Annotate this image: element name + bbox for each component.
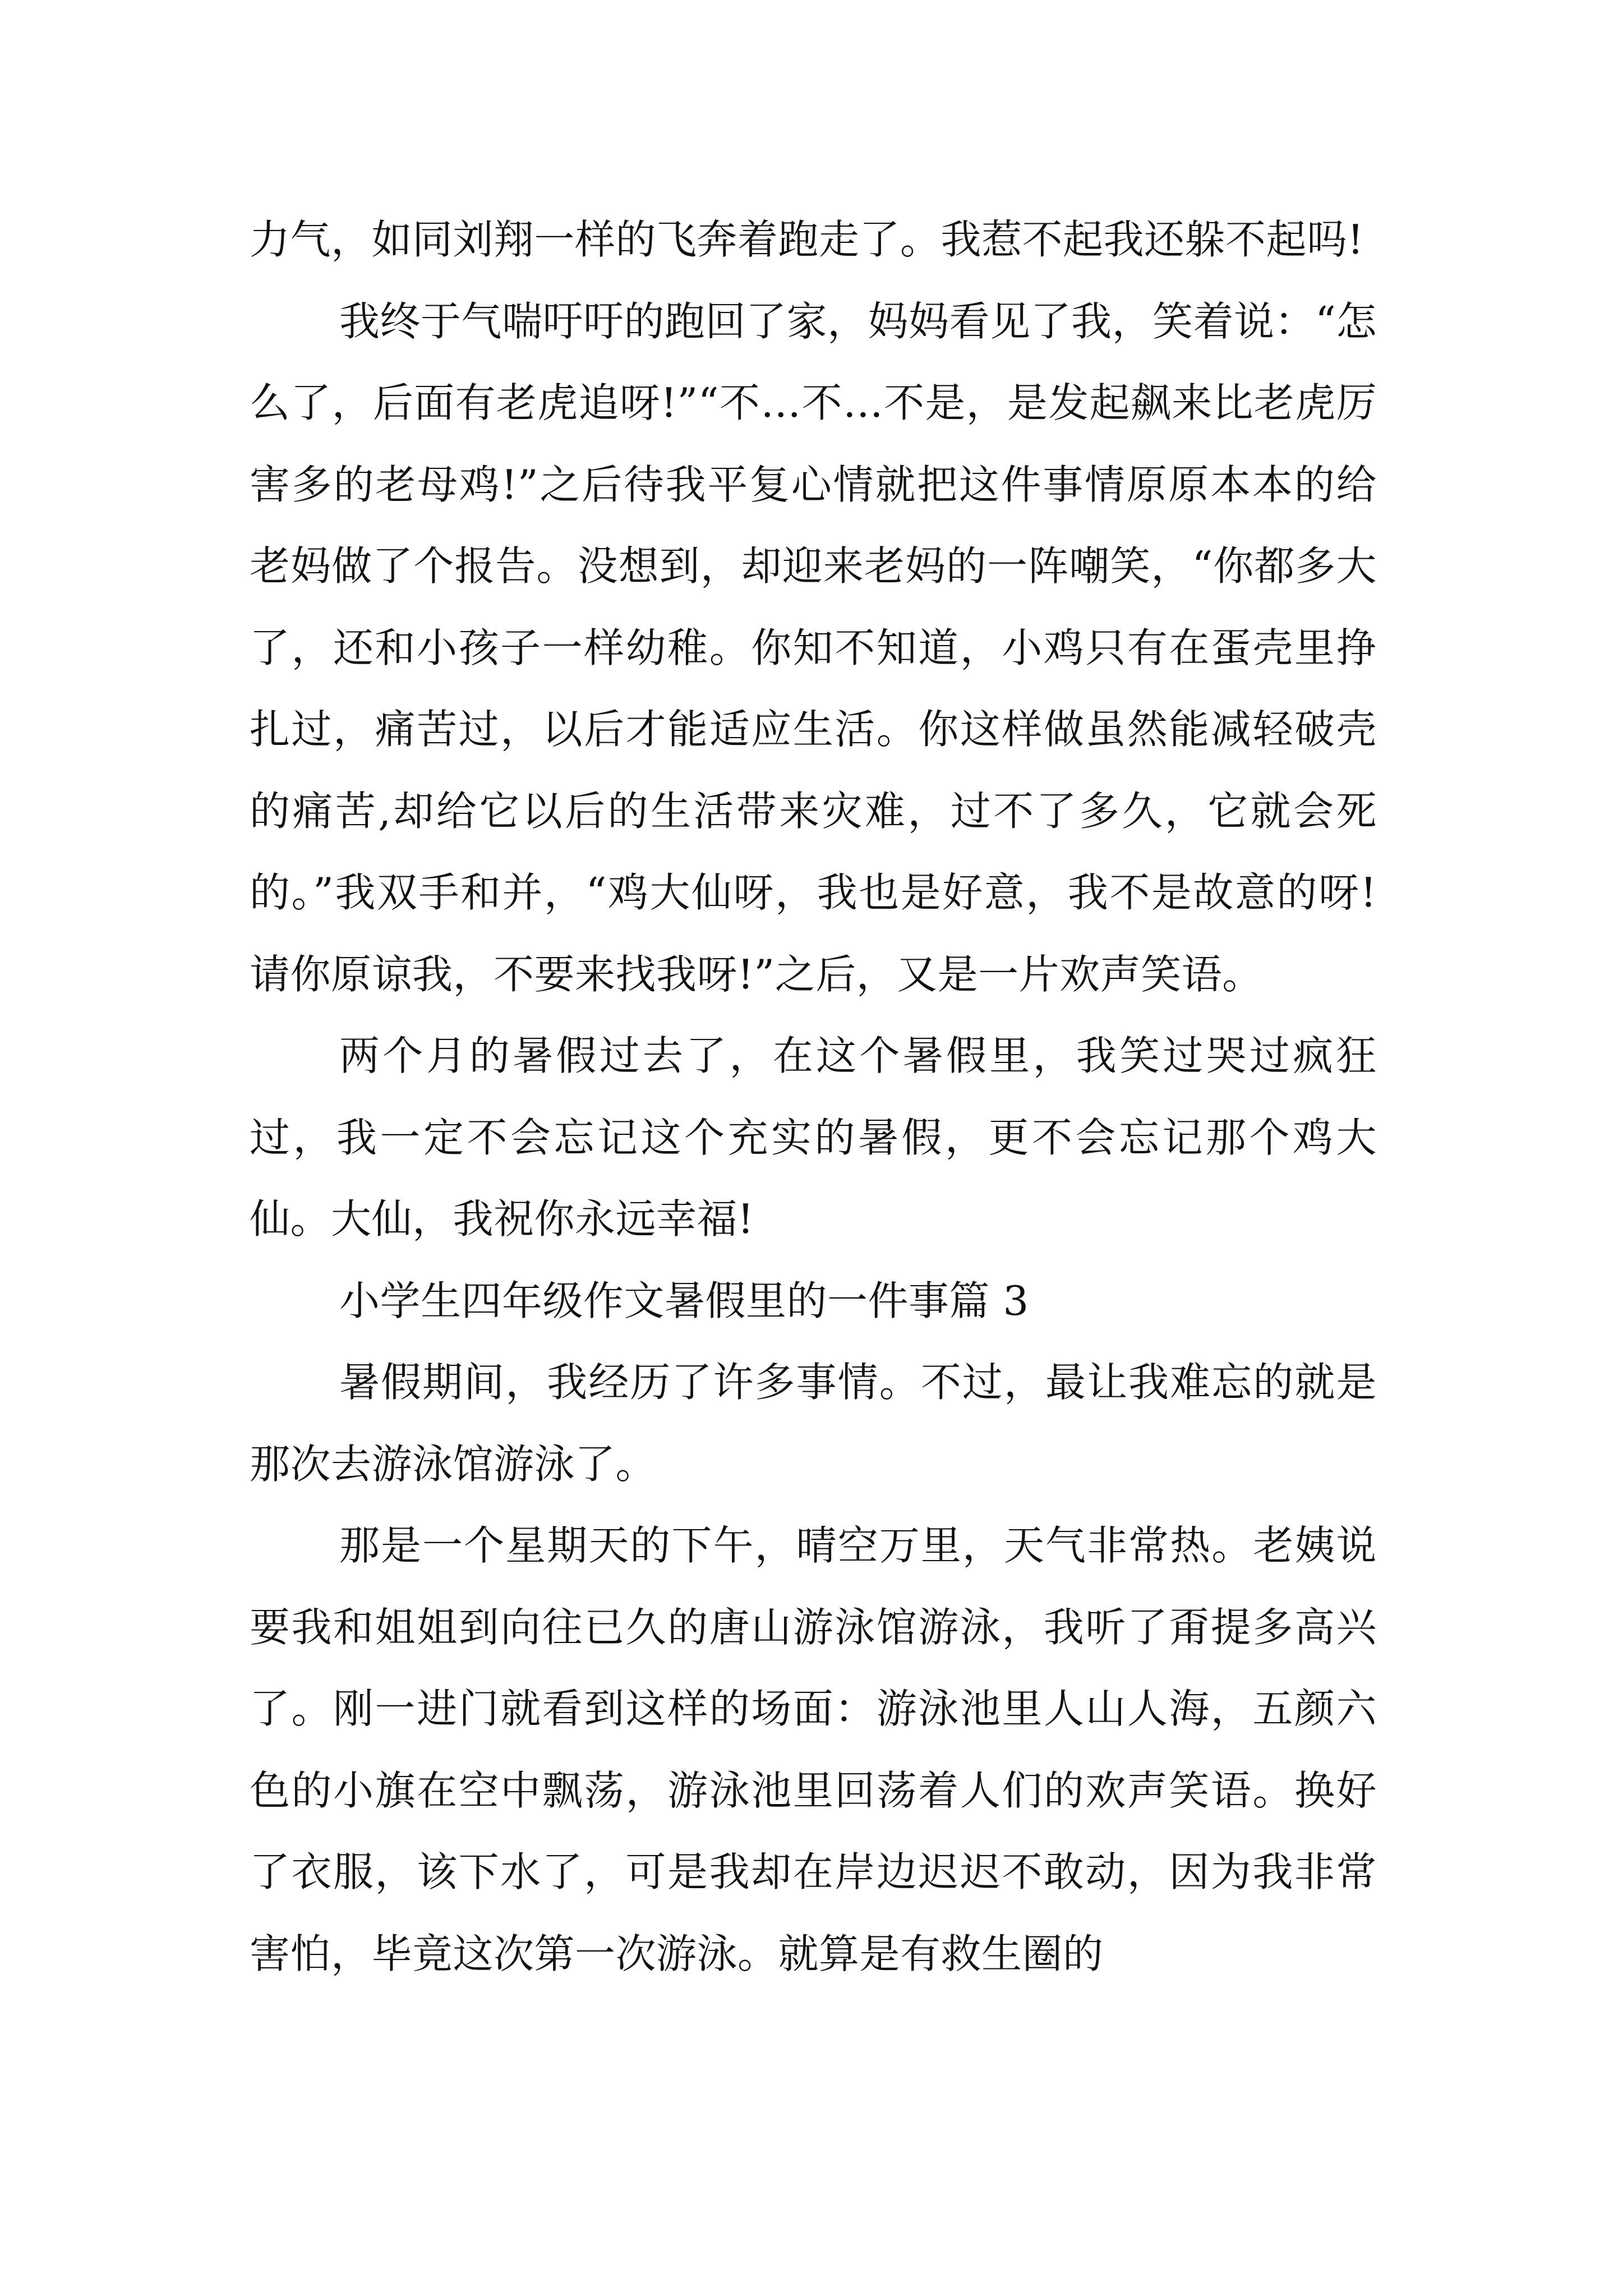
paragraph-4: 暑假期间，我经历了许多事情。不过，最让我难忘的就是那次去游泳馆游泳了。 [250,1359,1377,1488]
section-heading: 小学生四年级作文暑假里的一件事篇 3 [339,1277,1029,1324]
paragraph-2: 我终于气喘吁吁的跑回了家，妈妈看见了我，笑着说：“怎么了，后面有老虎追呀!”“不…不…不是，是发起飙来比老虎厉害多的老母鸡!”之后待我平复心情就把这件事情原原本本的给老妈做了个报告。没想到，却迎来老妈的一阵嘲笑，“你都多大了，还和小孩子一样幼稚。你知不知道，小鸡只有在蛋壳里挣扎过，痛苦过，以后才能适应生活。你这样做虽然能减轻破壳的痛苦,却给它以后的生活带来灾难，过不了多久，它就会死的。”我双手和并，“鸡大仙呀，我也是好意，我不是故意的呀!请你原谅我，不要来找我呀!”之后，又是一片欢声笑语。 [250,297,1377,998]
paragraph-3: 两个月的暑假过去了，在这个暑假里，我笑过哭过疯狂过，我一定不会忘记这个充实的暑假，更不会忘记那个鸡大仙。大仙，我祝你永远幸福! [250,1032,1377,1243]
paragraph-1: 力气，如同刘翔一样的飞奔着跑走了。我惹不起我还躲不起吗! [250,216,1364,263]
document-body [250,199,1377,1995]
paragraph-5: 那是一个星期天的下午，晴空万里，天气非常热。老姨说要我和姐姐到向往已久的唐山游泳馆游泳，我听了甭提多高兴了。刚一进门就看到这样的场面：游泳池里人山人海，五颜六色的小旗在空中飘荡，游泳池里回荡着人们的欢声笑语。换好了衣服，该下水了，可是我却在岸边迟迟不敢动，因为我非常害怕，毕竟这次第一次游泳。就算是有救生圈的 [250,1522,1377,1977]
